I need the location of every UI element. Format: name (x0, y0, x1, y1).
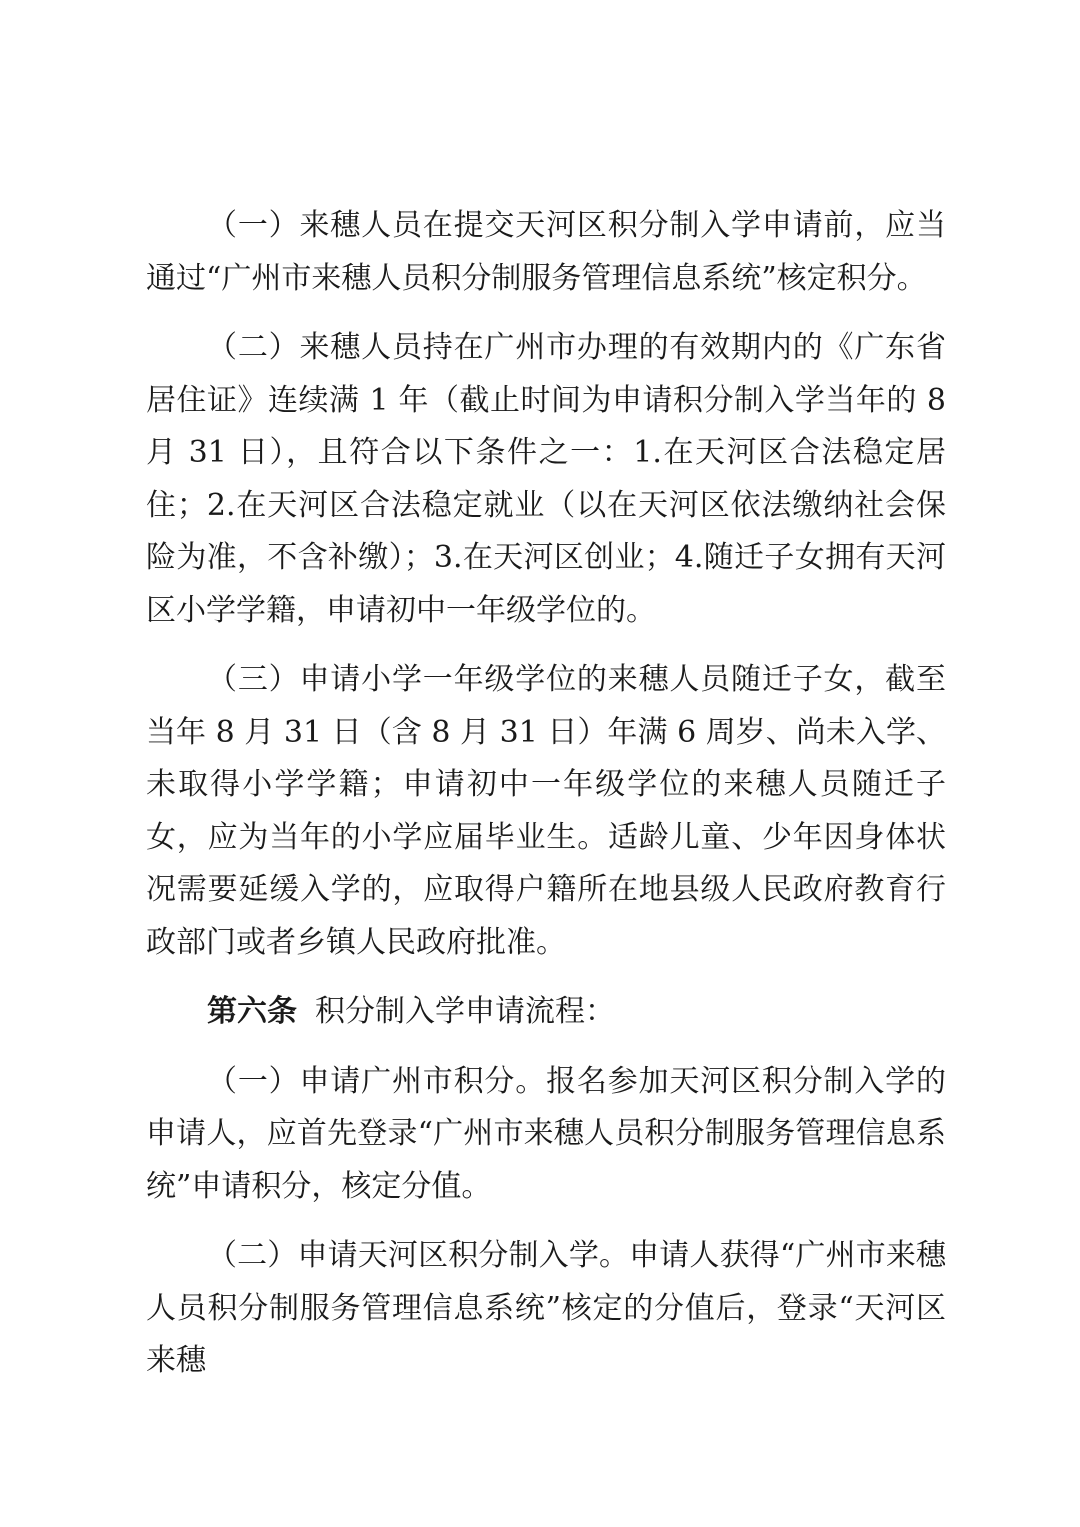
article-heading (146, 986, 946, 1039)
paragraph-step-1: （一）申请广州市积分。报名参加天河区积分制入学的申请人，应首先登录“广州市来穗人员积分制服务管理信息系统”申请积分，核定分值。 (146, 1063, 946, 1204)
paragraph-condition-1: （一）来穗人员在提交天河区积分制入学申请前，应当通过“广州市来穗人员积分制服务管理信息系统”核定积分。 (146, 208, 946, 296)
paragraph-condition-2: （二）来穗人员持在广州市办理的有效期内的《广东省居住证》连续满 1 年（截止时间为申请积分制入学当年的 8 月 31 日），且符合以下条件之一：1.在天河区合法稳定居住；2.在天河区合法稳定就业（以在天河区依法缴纳社会保险为准，不含补缴）；3.在天河区创业；4.随迁子女拥有天河区小学学籍，申请初中一年级学位的。 (146, 330, 946, 628)
paragraph-step-2: （二）申请天河区积分制入学。申请人获得“广州市来穗人员积分制服务管理信息系统”核定的分值后，登录“天河区来穗 (146, 1238, 946, 1378)
article-title: 积分制入学申请流程： (315, 994, 615, 1029)
article-label: 第六条 (207, 994, 297, 1029)
document-body (146, 200, 946, 1405)
paragraph-condition-3: （三）申请小学一年级学位的来穗人员随迁子女，截至当年 8 月 31 日（含 8 月 31 日）年满 6 周岁、尚未入学、未取得小学学籍；申请初中一年级学位的来穗人员随迁子女，应为当年的小学应届毕业生。适龄儿童、少年因身体状况需要延缓入学的，应取得户籍所在地县级人民政府教育行政部门或者乡镇人民政府批准。 (146, 662, 946, 960)
